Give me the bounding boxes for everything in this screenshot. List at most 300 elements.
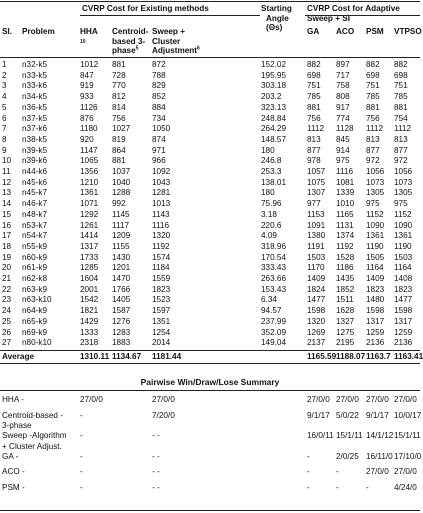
average-sweep: 1181.44 [152,351,182,361]
table-cell: 874 [152,134,166,144]
summary-cell: - [307,467,310,476]
table-cell: 972 [394,156,408,166]
summary-cell: - - [152,451,160,461]
table-cell: 18 [2,241,12,251]
table-cell: 1288 [112,188,131,198]
table-cell: n46-k7 [22,199,48,209]
table-cell: 1317 [80,241,99,251]
table-cell: 1192 [336,241,354,251]
table-cell: 248.84 [261,113,287,123]
summary-cell: - [80,431,83,440]
table-cell: 1339 [336,188,355,198]
table-cell: 1276 [112,316,131,326]
col-ga: GA [307,27,320,36]
table-cell: 1477 [307,295,326,305]
table-cell: 1356 [80,167,99,176]
table-cell: n36-k5 [22,102,48,112]
table-cell: 94.57 [261,306,282,316]
table-cell: 829 [152,81,166,91]
table-cell: 323.13 [261,102,287,112]
table-cell: 264.29 [261,124,287,134]
summary-cell: 15/1/11 [336,431,363,440]
table-cell: 138.01 [261,177,287,187]
table-cell: 180 [261,188,275,198]
table-cell: 16 [2,220,12,230]
table-cell: 812 [112,92,126,102]
summary-row-label: HHA - [2,395,24,404]
summary-cell: 16/11/0 [366,451,393,461]
table-cell: 1117 [112,220,129,230]
summary-cell: - - [152,431,160,440]
summary-row-label: ACO - [2,467,25,476]
table-cell: 1075 [307,177,326,187]
table-cell: 813 [394,134,408,144]
table-cell: 872 [152,60,166,69]
average-ga: 1165.59 [307,351,337,361]
table-cell: 1192 [152,241,170,251]
table-cell: 1210 [80,177,99,187]
col-sweep-1: Sweep + [152,27,185,36]
table-cell: 1283 [112,327,131,337]
table-cell: 1190 [394,241,412,251]
col-psm: PSM [366,27,384,36]
table-cell: 1470 [112,274,131,283]
table-cell: 1523 [152,295,171,305]
table-cell: 1505 [366,252,385,262]
table-cell: 1191 [307,241,325,251]
table-cell: 877 [394,145,408,155]
table-cell: n38-k5 [22,134,48,144]
table-cell: 1056 [394,167,413,176]
summary-cell: - - [152,482,160,492]
summary-row-label: PSM - [2,482,25,492]
table-cell: 1170 [307,263,325,273]
table-cell: 149.04 [261,338,287,348]
table-cell: 1327 [336,316,355,326]
table-cell: 1823 [394,284,413,294]
table-cell: 756 [366,113,380,123]
table-cell: n63-k9 [22,284,48,294]
table-cell: 8 [2,134,7,144]
table-cell: 1065 [80,156,99,166]
average-centroid: 1134.67 [112,351,142,361]
table-cell: 1305 [366,188,385,198]
summary-title: Pairwise Win/Draw/Lose Summary [140,377,280,387]
table-cell: 1883 [112,338,131,348]
top-rule [0,1,420,2]
table-cell: 13 [2,188,12,198]
table-cell: n80-k10 [22,338,52,348]
table-cell: 1027 [112,124,131,134]
table-cell: 1090 [366,220,385,230]
table-cell: 1435 [336,274,355,283]
table-cell: 1073 [394,177,413,187]
table-cell: 852 [152,92,166,102]
table-cell: 27 [2,338,12,348]
adaptive-underline [305,15,420,16]
summary-cell: 5/0/22 [336,410,359,420]
table-cell: 1145 [112,209,130,219]
table-cell: 1574 [152,252,171,262]
header-existing-methods: CVRP Cost for Existing methods [82,4,209,13]
table-cell: 318.96 [261,241,287,251]
summary-cell: 2/0/25 [336,451,359,461]
table-cell: 1821 [80,306,99,316]
table-cell: 2136 [366,338,385,348]
table-cell: 1598 [394,306,413,316]
summary-row-label: GA - [2,451,19,461]
summary-row-label: Centroid-based - [2,410,63,420]
table-cell: 1604 [80,274,99,283]
table-cell: 246.8 [261,156,282,166]
table-cell: n39-k6 [22,156,48,166]
table-cell: n69-k9 [22,327,48,337]
table-cell: 1012 [80,60,99,69]
table-cell: 920 [80,134,94,144]
summary-cell: 17/10/0 [394,451,422,461]
col-sweep-3: Adjustment$^6$ [152,45,200,55]
summary-cell: - [307,451,310,461]
table-cell: 12 [2,177,12,187]
table-cell: 1374 [336,231,355,241]
summary-cell: 27/0/0 [366,467,389,476]
table-cell: 919 [80,81,94,91]
table-cell: n39-k5 [22,145,48,155]
table-cell: 1131 [336,220,354,230]
table-cell: 881 [307,102,321,112]
table-cell: 1320 [307,316,326,326]
table-cell: 1201 [112,263,131,273]
table-cell: 263.66 [261,274,287,283]
table-cell: 1184 [152,263,170,273]
table-cell: n54-k7 [22,231,48,241]
table-cell: 22 [2,284,12,294]
summary-cell: 27/0/0 [80,395,103,404]
summary-cell: 14/1/12 [366,431,394,440]
table-cell: 933 [80,92,94,102]
table-cell: 17 [2,231,12,241]
table-cell: 1186 [336,263,354,273]
table-cell: 770 [112,81,126,91]
summary-cell: - - [152,467,160,476]
table-cell: 1405 [112,295,131,305]
table-cell: 1128 [336,124,354,134]
table-cell: 1408 [394,274,413,283]
table-cell: 1320 [152,231,171,241]
table-cell: 1037 [112,167,131,176]
table-cell: 1477 [394,295,413,305]
table-cell: 754 [394,113,408,123]
table-cell: 1380 [307,231,326,241]
table-cell: 698 [307,70,321,80]
table-cell: 4.09 [261,231,277,241]
summary-rule [0,390,420,391]
bottom-rule [0,510,420,511]
table-cell: 1733 [80,252,99,262]
table-cell: 1050 [152,124,171,134]
table-cell: 25 [2,316,12,326]
table-cell: 1351 [152,316,171,326]
average-label: Average [2,351,35,361]
table-cell: 1429 [80,316,99,326]
table-cell: 975 [336,156,350,166]
table-cell: 148.57 [261,134,287,144]
table-cell: 1040 [112,177,131,187]
summary-row-label: + Cluster Adjust. [2,441,62,451]
table-cell: 881 [366,102,380,112]
summary-cell: - [80,467,83,476]
table-cell: 6.34 [261,295,277,305]
table-cell: 3.18 [261,209,277,219]
header-angle: Angle [266,13,289,23]
average-psm: 1163.7 [366,351,391,361]
table-cell: 882 [394,60,408,69]
table-cell: 914 [336,145,350,155]
table-cell: 1503 [307,252,326,262]
table-cell: 1143 [152,209,170,219]
average-bottom-rule [0,363,420,364]
table-cell: 1292 [80,209,99,219]
table-cell: 1056 [366,167,385,176]
table-cell: 1598 [307,306,326,316]
table-cell: 1209 [112,231,131,241]
table-cell: 4 [2,92,7,102]
col-hha-sup: 10 [80,39,86,45]
table-cell: n60-k9 [22,252,48,262]
table-cell: n44-k6 [22,167,48,176]
table-cell: n53-k7 [22,220,48,230]
col-centroid-1: Centroid- [112,27,149,36]
average-aco: 1188.07 [336,351,366,361]
table-cell: 881 [112,60,126,69]
table-cell: 1112 [394,124,411,134]
table-cell: 7 [2,124,7,134]
table-cell: 1559 [152,274,171,283]
table-cell: n37-k6 [22,124,48,134]
summary-cell: 7/20/0 [152,410,175,420]
table-cell: 917 [336,102,350,112]
summary-cell: 27/0/0 [394,467,417,476]
table-cell: 882 [307,60,321,69]
table-cell: 1823 [366,284,385,294]
summary-cell: - [80,482,83,492]
table-cell: 1430 [112,252,131,262]
table-cell: 813 [366,134,380,144]
table-cell: 972 [366,156,380,166]
table-cell: 1361 [80,188,99,198]
table-cell: 1766 [112,284,131,294]
table-cell: 1628 [336,306,355,316]
table-cell: 881 [112,156,126,166]
table-cell: 785 [366,92,380,102]
table-cell: 1164 [394,263,412,273]
table-cell: 877 [307,145,321,155]
table-cell: 15 [2,209,12,219]
table-cell: 1155 [112,241,130,251]
table-cell: 1285 [80,263,99,273]
summary-cell: 27/0/0 [152,395,175,404]
table-cell: 2195 [336,338,355,348]
table-cell: 333.43 [261,263,287,273]
table-cell: 1090 [394,220,413,230]
table-cell: 1542 [80,295,99,305]
summary-cell: 4/24/0 [394,482,417,492]
table-cell: 1091 [307,220,326,230]
table-cell: 1164 [366,263,384,273]
table-cell: 5 [2,102,7,112]
table-cell: 180 [261,145,275,155]
table-cell: 1480 [366,295,385,305]
table-cell: 1414 [80,231,99,241]
summary-cell: 27/0/0 [366,395,389,404]
table-cell: 1317 [366,316,385,326]
table-cell: 1587 [112,306,131,316]
table-cell: 1305 [394,188,413,198]
table-cell: 170.54 [261,252,287,262]
table-cell: 1254 [152,327,171,337]
table-cell: 1092 [152,167,171,176]
average-hha: 1310.11 [80,351,110,361]
table-cell: n63-k10 [22,295,52,305]
table-cell: 698 [394,70,408,80]
table-cell: 756 [112,113,126,123]
table-cell: 1259 [394,327,413,337]
table-cell: 1409 [307,274,326,283]
table-cell: 1361 [366,231,385,241]
table-cell: 11 [2,167,11,176]
table-cell: 1043 [152,177,171,187]
table-cell: 785 [307,92,321,102]
table-cell: 9 [2,145,7,155]
table-cell: 1010 [336,199,355,209]
col-hha: HHA [80,27,98,36]
table-cell: 1190 [366,241,384,251]
table-cell: 2136 [394,338,413,348]
table-cell: 1112 [366,124,383,134]
table-cell: 1073 [366,177,385,187]
table-cell: 975 [394,199,408,209]
table-cell: 966 [152,156,166,166]
table-cell: 882 [366,60,380,69]
table-cell: 1597 [152,306,171,316]
table-cell: 1261 [80,220,99,230]
table-cell: 220.6 [261,220,282,230]
table-cell: 1152 [366,209,384,219]
summary-cell: - [336,482,339,492]
table-cell: 977 [307,199,321,209]
summary-row-label: 3-phase [2,421,32,430]
table-cell: 1071 [80,199,99,209]
table-cell: 352.09 [261,327,287,337]
table-cell: 19 [2,252,12,262]
header-adaptive: CVRP Cost for Adaptive Sweep + SI [307,4,400,23]
summary-cell: - [80,451,83,461]
table-cell: 1081 [336,177,355,187]
table-cell: 1598 [366,306,385,316]
table-cell: 728 [112,70,126,80]
table-cell: 897 [336,60,350,69]
table-cell: 2001 [80,284,99,294]
table-cell: 698 [366,70,380,80]
table-cell: 1126 [80,102,98,112]
col-sweep-2: Cluster [152,36,181,46]
summary-cell: - [80,410,83,420]
table-cell: 2 [2,70,7,80]
table-cell: 1165 [336,209,354,219]
table-cell: 24 [2,306,12,316]
summary-cell: 10/0/17 [394,410,422,420]
table-cell: 992 [112,199,126,209]
col-centroid-2: based 3- [112,36,146,46]
summary-cell: 27/0/0 [394,395,417,404]
table-cell: 1152 [394,209,412,219]
summary-cell: 15/1/11 [394,431,421,440]
table-cell: 203.2 [261,92,282,102]
col-vtpso: VTPSO [394,27,422,36]
table-cell: 717 [336,70,350,80]
table-cell: n45-k7 [22,188,48,198]
summary-cell: - [366,482,369,492]
table-cell: 971 [152,145,166,155]
summary-cell: 27/0/0 [336,395,359,404]
table-cell: 864 [112,145,126,155]
table-cell: 788 [152,70,166,80]
table-cell: 1361 [394,231,413,241]
table-cell: 21 [2,274,12,283]
table-cell: 1116 [152,220,169,230]
header-rule [0,57,420,58]
table-cell: 2318 [80,338,99,348]
table-cell: 877 [366,145,380,155]
table-cell: 1281 [152,188,171,198]
table-cell: n33-k5 [22,70,48,80]
col-sl: Sl. [2,27,13,36]
table-cell: 1275 [336,327,355,337]
table-cell: 1528 [336,252,355,262]
table-cell: 1057 [307,167,326,176]
table-cell: 10 [2,156,12,166]
table-cell: 758 [336,81,350,91]
table-cell: 814 [112,102,126,112]
table-cell: 2137 [307,338,326,348]
table-cell: 808 [336,92,350,102]
table-cell: 1 [2,60,7,69]
table-cell: 1824 [307,284,326,294]
table-cell: 1823 [152,284,171,294]
table-cell: 785 [394,92,408,102]
table-cell: n55-k9 [22,241,48,251]
table-cell: 1153 [307,209,325,219]
table-cell: 734 [152,113,166,123]
table-cell: 845 [336,134,350,144]
table-cell: 75.96 [261,199,282,209]
table-cell: 813 [307,134,321,144]
table-cell: 978 [307,156,321,166]
summary-cell: 9/1/17 [307,410,330,420]
summary-row-label: Sweep -Algorithm [2,431,67,440]
table-cell: 1307 [307,188,326,198]
table-cell: 751 [307,81,321,91]
table-cell: 847 [80,70,94,80]
table-cell: 751 [366,81,380,91]
table-cell: 756 [307,113,321,123]
summary-cell: 9/1/17 [366,410,389,420]
table-cell: 1317 [394,316,413,326]
table-cell: n45-k6 [22,177,48,187]
table-cell: 1511 [336,295,354,305]
table-cell: 153.43 [261,284,287,294]
table-cell: n32-k5 [22,60,48,69]
